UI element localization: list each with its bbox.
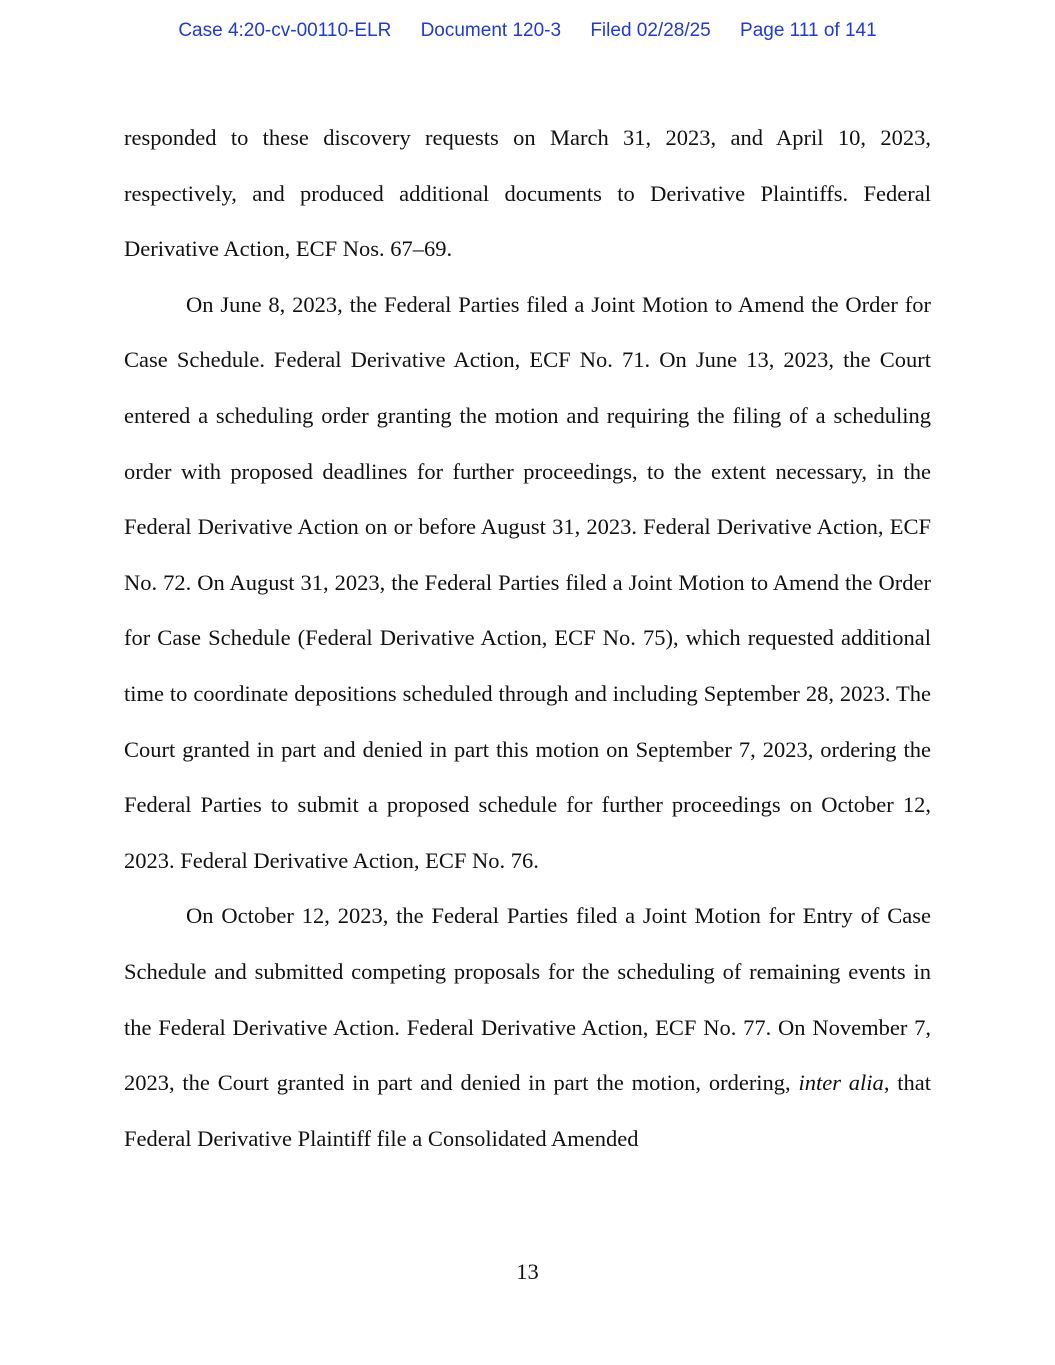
paragraph-3-text-start: On October 12, 2023, the Federal Parties filed a Joint Motion for Entry of Case Schedule and submitted competing proposals for the scheduling of remaining events in the Federal Derivative Action. Federal Derivative Action, ECF No. 77. On November 7, 2023, the Court granted in part and denied in part the motion, ordering, xyxy=(124,903,931,1096)
paragraph-1: responded to these discovery requests on March 31, 2023, and April 10, 2023, respectively, and produced additional documents to Derivative Plaintiffs. Federal Derivative Action, ECF Nos. 67–69. xyxy=(124,125,931,262)
page-of-total: Page 111 of 141 xyxy=(740,20,877,41)
paragraph-3 xyxy=(124,888,931,1166)
filed-date: Filed 02/28/25 xyxy=(590,20,711,41)
paragraph-3-italic: inter alia xyxy=(798,1070,884,1096)
paragraph-3-text-end: , that Federal Derivative Plaintiff file a Consolidated Amended xyxy=(124,1070,931,1151)
paragraph-2: On June 8, 2023, the Federal Parties filed a Joint Motion to Amend the Order for Case Schedule. Federal Derivative Action, ECF No. 71. On June 13, 2023, the Court entered a scheduling order granting the motion and requiring the filing of a scheduling order with proposed deadlines for further proceedings, to the extent necessary, in the Federal Derivative Action on or before August 31, 2023. Federal Derivative Action, ECF No. 72. On August 31, 2023, the Federal Parties filed a Joint Motion to Amend the Order for Case Schedule (Federal Derivative Action, ECF No. 75), which requested additional time to coordinate depositions scheduled through and including September 28, 2023. The Court granted in part and denied in part this motion on September 7, 2023, ordering the Federal Parties to submit a proposed schedule for further proceedings on October 12, 2023. Federal Derivative Action, ECF No. 76. xyxy=(124,291,931,873)
document-number: Document 120-3 xyxy=(420,20,562,41)
page-number: 13 xyxy=(516,1259,539,1284)
case-number: Case 4:20-cv-00110-ELR xyxy=(178,20,392,41)
document-body xyxy=(124,110,931,1166)
case-header xyxy=(0,20,1055,42)
